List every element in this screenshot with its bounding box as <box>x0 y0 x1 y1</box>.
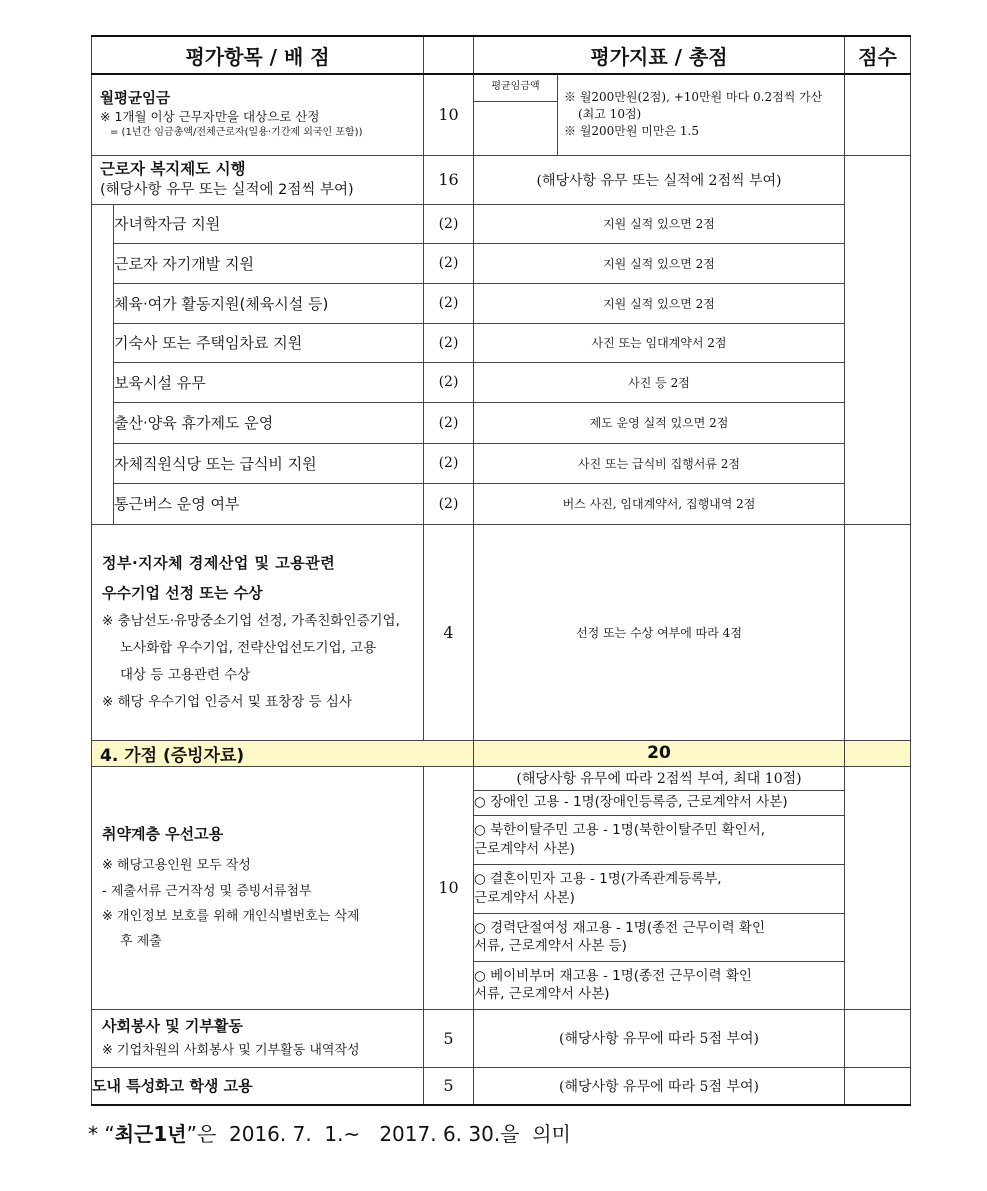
welfare-subtitle: (해당사항 유무 또는 실적에 2점씩 부여) <box>100 182 354 199</box>
welfare-item-points: (2) <box>424 443 474 483</box>
vulnerable-title: 취약계층 우선고용 <box>102 825 224 844</box>
welfare-item-points: (2) <box>424 283 474 323</box>
evaluation-table <box>91 35 911 1106</box>
header-row <box>92 36 911 74</box>
volunteer-note: ※ 기업차원의 사회봉사 및 기부활동 내역작성 <box>102 1042 360 1058</box>
welfare-item-points: (2) <box>424 402 474 443</box>
welfare-item <box>92 362 911 402</box>
header-category: 평가항목 / 배 점 <box>92 36 424 74</box>
gov-points: 4 <box>424 524 474 740</box>
student-score <box>845 1067 911 1105</box>
welfare-item-name: 체육·여가 활동지원(체육시설 등) <box>114 283 424 323</box>
volunteer-title: 사회봉사 및 기부활동 <box>102 1017 243 1036</box>
gov-title1: 정부·지자체 경제산업 및 고용관련 <box>102 554 336 572</box>
welfare-criteria: (해당사항 유무 또는 실적에 2점씩 부여) <box>474 155 845 204</box>
welfare-item-criteria: 지원 실적 있으면 2점 <box>474 204 845 243</box>
welfare-item <box>92 243 911 283</box>
welfare-item-criteria: 지원 실적 있으면 2점 <box>474 243 845 283</box>
footer-bold: 최근1년 <box>114 1122 187 1146</box>
vulnerable-criteria-head: (해당사항 유무에 따라 2점씩 부여, 최대 10점) <box>474 766 845 790</box>
welfare-item-points: (2) <box>424 243 474 283</box>
vulnerable-item-line2: 서류, 근로계약서 사본) <box>474 986 610 1002</box>
welfare-title: 근로자 복지제도 시행 <box>100 159 246 178</box>
welfare-row <box>92 155 911 204</box>
bonus-total: 20 <box>474 740 845 766</box>
wage-crit1: ※ 월200만원(2점), +10만원 마다 0.2점씩 가산 <box>564 89 823 104</box>
welfare-item-criteria: 사진 또는 임대계약서 2점 <box>474 323 845 362</box>
footer-note <box>88 1118 571 1147</box>
vulnerable-item-line2: 근로계약서 사본) <box>474 889 575 906</box>
vulnerable-item-line1: ○ 경력단절여성 재고용 - 1명(종전 근무이력 확인 <box>474 919 765 936</box>
vulnerable-item-line1: ○ 장애인 고용 - 1명(장애인등록증, 근로계약서 사본) <box>474 794 788 811</box>
student-points: 5 <box>424 1067 474 1105</box>
welfare-points: 16 <box>424 155 474 204</box>
welfare-item-criteria: 제도 운영 실적 있으면 2점 <box>474 402 845 443</box>
bonus-row <box>92 740 911 766</box>
vulnerable-note2: - 제출서류 근거작성 및 증빙서류첨부 <box>102 883 312 899</box>
welfare-item-name: 출산·양육 휴가제도 운영 <box>114 402 424 443</box>
welfare-item <box>92 204 911 243</box>
welfare-item-criteria: 버스 사진, 임대계약서, 집행내역 2점 <box>474 483 845 524</box>
wage-note2: = (1년간 임금총액/전체근로자(일용·기간제 외국인 포함)) <box>110 127 363 139</box>
welfare-item-name: 자체직원식당 또는 급식비 지원 <box>114 443 424 483</box>
gov-note4: ※ 해당 우수기업 인증서 및 표창장 등 심사 <box>102 694 353 710</box>
welfare-item-name: 통근버스 운영 여부 <box>114 483 424 524</box>
vulnerable-row <box>92 766 911 790</box>
welfare-score <box>845 155 911 524</box>
gov-title2: 우수기업 선정 또는 수상 <box>102 584 263 602</box>
wage-points: 10 <box>424 74 474 155</box>
bonus-title: 4. 가점 (증빙자료) <box>92 740 474 766</box>
wage-row <box>92 74 911 155</box>
welfare-item-points: (2) <box>424 323 474 362</box>
vulnerable-item-line2: 근로계약서 사본) <box>474 840 575 857</box>
welfare-item-criteria: 지원 실적 있으면 2점 <box>474 283 845 323</box>
gov-criteria: 선정 또는 수상 여부에 따라 4점 <box>474 524 845 740</box>
wage-score <box>845 74 911 155</box>
welfare-item-name: 보육시설 유무 <box>114 362 424 402</box>
wage-title: 월평균임금 <box>100 90 171 107</box>
welfare-item <box>92 483 911 524</box>
welfare-item-name: 자녀학자금 지원 <box>114 204 424 243</box>
vulnerable-score <box>845 766 911 1009</box>
gov-row <box>92 524 911 740</box>
welfare-item <box>92 443 911 483</box>
student-row <box>92 1067 911 1105</box>
student-title: 도내 특성화고 학생 고용 <box>92 1067 424 1105</box>
header-criteria: 평가지표 / 총점 <box>474 36 845 74</box>
vulnerable-note1: ※ 해당고용인원 모두 작성 <box>102 858 251 874</box>
vulnerable-item-line1: ○ 결혼이민자 고용 - 1명(가족관계등록부, <box>474 871 722 888</box>
gov-score <box>845 524 911 740</box>
welfare-item-points: (2) <box>424 362 474 402</box>
volunteer-criteria: (해당사항 유무에 따라 5점 부여) <box>474 1009 845 1067</box>
welfare-item-criteria: 사진 또는 급식비 집행서류 2점 <box>474 443 845 483</box>
welfare-item-points: (2) <box>424 483 474 524</box>
gov-note3: 대상 등 고용관련 수상 <box>120 667 251 683</box>
volunteer-score <box>845 1009 911 1067</box>
welfare-item-points: (2) <box>424 204 474 243</box>
volunteer-points: 5 <box>424 1009 474 1067</box>
welfare-item <box>92 283 911 323</box>
welfare-item-name: 근로자 자기개발 지원 <box>114 243 424 283</box>
vulnerable-item-line1: ○ 베이비부머 재고용 - 1명(종전 근무이력 확인 <box>474 967 752 984</box>
volunteer-row <box>92 1009 911 1067</box>
welfare-item-criteria: 사진 등 2점 <box>474 362 845 402</box>
vulnerable-note3: ※ 개인정보 보호를 위해 개인식별번호는 삭제 <box>102 909 360 925</box>
welfare-item-name: 기숙사 또는 주택임차료 지원 <box>114 323 424 362</box>
vulnerable-note4: 후 제출 <box>120 934 162 950</box>
wage-note1: ※ 1개월 이상 근무자만을 대상으로 산정 <box>100 109 320 125</box>
wage-crit2: (최고 10점) <box>578 107 642 122</box>
vulnerable-item-line2: 서류, 근로계약서 사본 등) <box>474 938 627 954</box>
footer-suffix: ”은 2016. 7. 1.~ 2017. 6. 30.을 의미 <box>186 1122 571 1146</box>
wage-crit3: ※ 월200만원 미만은 1.5 <box>564 124 699 139</box>
welfare-item <box>92 402 911 443</box>
vulnerable-item-line1: ○ 북한이탈주민 고용 - 1명(북한이탈주민 확인서, <box>474 822 765 839</box>
welfare-item <box>92 323 911 362</box>
header-score: 점수 <box>845 36 911 74</box>
student-criteria: (해당사항 유무에 따라 5점 부여) <box>474 1067 845 1105</box>
vulnerable-points: 10 <box>424 766 474 1009</box>
wage-label: 평균임금액 <box>474 75 557 102</box>
footer-prefix: * “ <box>88 1122 115 1146</box>
gov-note2: 노사화합 우수기업, 전략산업선도기업, 고용 <box>120 640 377 656</box>
gov-note1: ※ 충남선도·유망중소기업 선정, 가족친화인증기업, <box>102 613 400 629</box>
